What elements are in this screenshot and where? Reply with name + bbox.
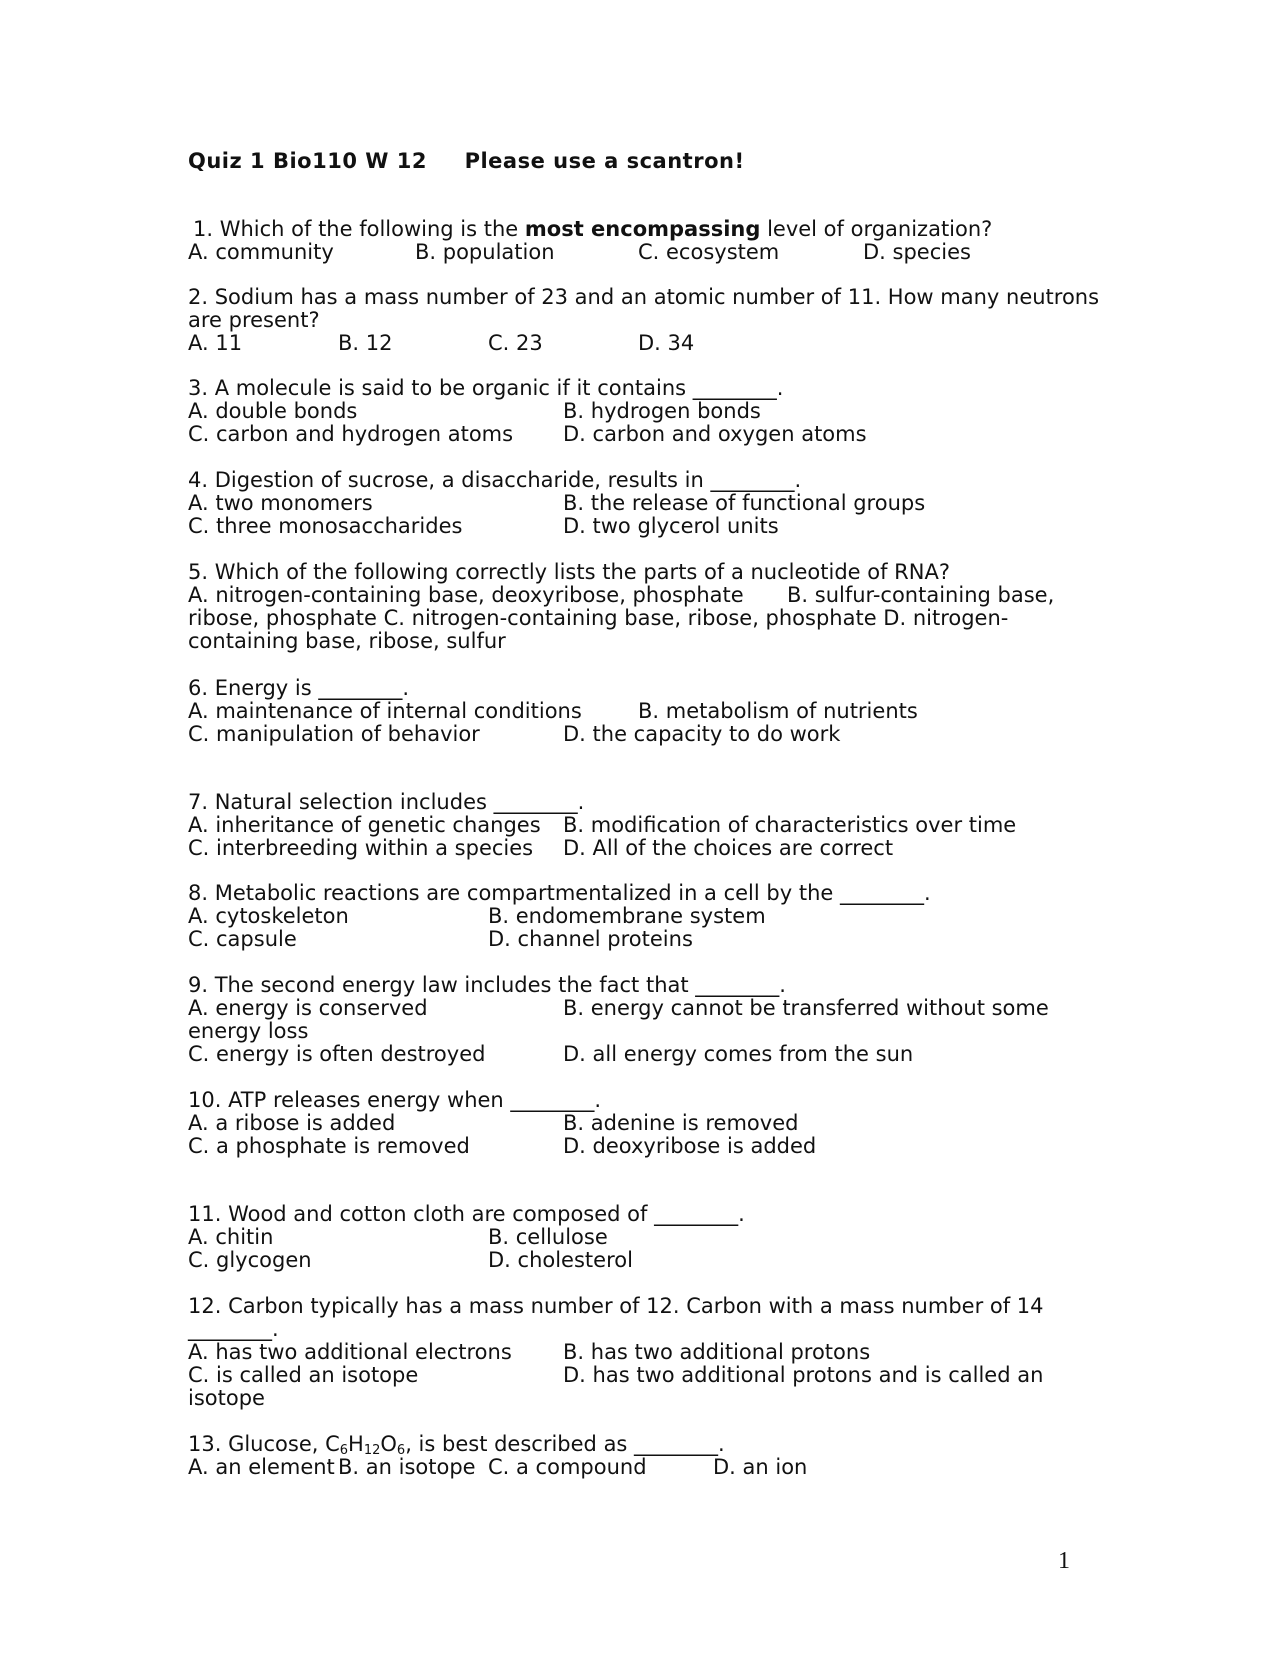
q12-option-d-cont: isotope	[188, 1386, 265, 1410]
q13-stem-pre: 13. Glucose, C	[188, 1432, 340, 1456]
q10-option-d: D. deoxyribose is added	[563, 1134, 817, 1158]
q2-option-a: A. 11	[188, 331, 243, 355]
q7-option-c: C. interbreeding within a species	[188, 836, 534, 860]
q13-option-d: D. an ion	[713, 1455, 808, 1479]
q13-sub-oxygen: 6	[396, 1443, 406, 1458]
q12-option-a: A. has two additional electrons	[188, 1340, 512, 1364]
page-number: 1	[1058, 1548, 1070, 1574]
q8-option-b: B. endomembrane system	[488, 904, 766, 928]
q13-hydrogen: H	[348, 1432, 364, 1456]
question-12-blank: ________.	[188, 1317, 279, 1341]
question-5-stem: 5. Which of the following correctly lists the parts of a nucleotide of RNA?	[188, 560, 950, 584]
q1-option-a: A. community	[188, 240, 334, 264]
q11-option-d: D. cholesterol	[488, 1248, 633, 1272]
question-2-stem-cont: are present?	[188, 308, 320, 332]
q7-option-b: B. modification of characteristics over time	[563, 813, 1017, 837]
q12-option-c: C. is called an isotope	[188, 1363, 419, 1387]
quiz-instruction: Please use a scantron!	[464, 149, 745, 173]
q12-option-b: B. has two additional protons	[563, 1340, 871, 1364]
quiz-title	[188, 150, 745, 173]
q4-option-a: A. two monomers	[188, 491, 373, 515]
question-2-stem: 2. Sodium has a mass number of 23 and an atomic number of 11. How many neutrons	[188, 285, 1100, 309]
question-13-stem	[188, 1433, 725, 1456]
q4-option-b: B. the release of functional groups	[563, 491, 926, 515]
q11-option-a: A. chitin	[188, 1225, 274, 1249]
q8-option-d: D. channel proteins	[488, 927, 693, 951]
q5-option-b: B. sulfur-containing base,	[787, 583, 1055, 607]
q13-option-c: C. a compound	[488, 1455, 647, 1479]
q9-option-d: D. all energy comes from the sun	[563, 1042, 914, 1066]
q13-option-b: B. an isotope	[338, 1455, 476, 1479]
q13-option-a: A. an element	[188, 1455, 335, 1479]
q1-stem-bold: most encompassing	[524, 217, 761, 241]
question-12-stem: 12. Carbon typically has a mass number of 12. Carbon with a mass number of 14	[188, 1294, 1044, 1318]
q6-option-d: D. the capacity to do work	[563, 722, 841, 746]
q2-option-b: B. 12	[338, 331, 393, 355]
q1-option-d: D. species	[863, 240, 971, 264]
q3-option-b: B. hydrogen bonds	[563, 399, 761, 423]
quiz-title-text: Quiz 1 Bio110 W 12	[188, 149, 427, 173]
question-11-stem: 11. Wood and cotton cloth are composed of ________.	[188, 1202, 745, 1226]
q10-option-a: A. a ribose is added	[188, 1111, 396, 1135]
q11-option-c: C. glycogen	[188, 1248, 312, 1272]
q11-option-b: B. cellulose	[488, 1225, 608, 1249]
q6-option-c: C. manipulation of behavior	[188, 722, 480, 746]
q2-option-d: D. 34	[638, 331, 695, 355]
q9-option-a: A. energy is conserved	[188, 996, 428, 1020]
q2-option-c: C. 23	[488, 331, 543, 355]
question-8-stem: 8. Metabolic reactions are compartmentalized in a cell by the ________.	[188, 881, 931, 905]
q7-option-a: A. inheritance of genetic changes	[188, 813, 541, 837]
q10-option-b: B. adenine is removed	[563, 1111, 799, 1135]
q13-sub-hydrogen: 12	[363, 1443, 381, 1458]
question-1-stem	[193, 218, 992, 241]
q1-stem-pre: 1. Which of the following is the	[193, 217, 525, 241]
q12-option-d: D. has two additional protons and is called an	[563, 1363, 1044, 1387]
q13-sub-carbon: 6	[339, 1443, 349, 1458]
question-7-stem: 7. Natural selection includes ________.	[188, 790, 585, 814]
q4-option-c: C. three monosaccharides	[188, 514, 463, 538]
q9-option-b-cont: energy loss	[188, 1019, 309, 1043]
question-3-stem: 3. A molecule is said to be organic if it contains ________.	[188, 376, 784, 400]
q8-option-a: A. cytoskeleton	[188, 904, 349, 928]
question-4-stem: 4. Digestion of sucrose, a disaccharide, results in ________.	[188, 468, 802, 492]
q5-options-line-3: containing base, ribose, sulfur	[188, 629, 506, 653]
q13-oxygen: O	[380, 1432, 397, 1456]
question-9-stem: 9. The second energy law includes the fact that ________.	[188, 973, 786, 997]
q10-option-c: C. a phosphate is removed	[188, 1134, 470, 1158]
q1-stem-post: level of organization?	[760, 217, 993, 241]
q7-option-d: D. All of the choices are correct	[563, 836, 894, 860]
q6-option-a: A. maintenance of internal conditions	[188, 699, 582, 723]
q1-option-c: C. ecosystem	[638, 240, 780, 264]
q13-stem-post: , is best described as ________.	[405, 1432, 725, 1456]
q3-option-a: A. double bonds	[188, 399, 358, 423]
question-10-stem: 10. ATP releases energy when ________.	[188, 1088, 602, 1112]
q5-options-line-2: ribose, phosphate C. nitrogen-containing base, ribose, phosphate D. nitrogen-	[188, 606, 1009, 630]
q5-option-a: A. nitrogen-containing base, deoxyribose, phosphate	[188, 583, 744, 607]
q4-option-d: D. two glycerol units	[563, 514, 779, 538]
q3-option-d: D. carbon and oxygen atoms	[563, 422, 867, 446]
q9-option-b: B. energy cannot be transferred without some	[563, 996, 1049, 1020]
q6-option-b: B. metabolism of nutrients	[638, 699, 918, 723]
q8-option-c: C. capsule	[188, 927, 297, 951]
question-6-stem: 6. Energy is ________.	[188, 676, 410, 700]
q3-option-c: C. carbon and hydrogen atoms	[188, 422, 514, 446]
q1-option-b: B. population	[415, 240, 555, 264]
q9-option-c: C. energy is often destroyed	[188, 1042, 486, 1066]
